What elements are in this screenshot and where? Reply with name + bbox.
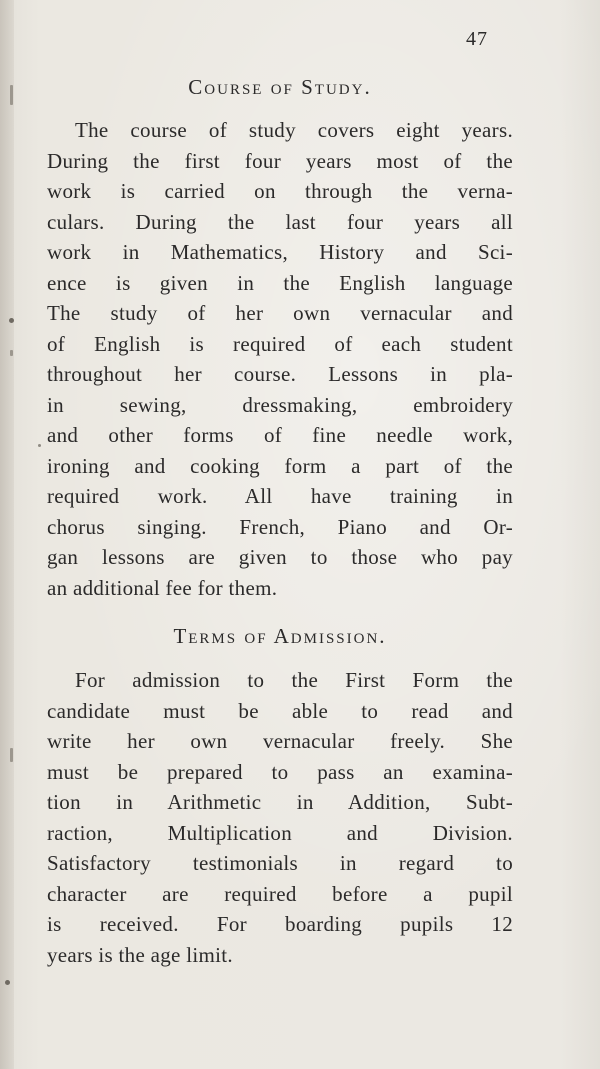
course-of-study-paragraph (47, 115, 513, 603)
text-line: an additional fee for them. (47, 575, 278, 600)
binding-hole (9, 318, 14, 323)
text-line: work is carried on through the verna- (47, 179, 513, 203)
text-line: raction, Multiplication and Division. (47, 820, 513, 845)
text-line: The study of her own vernacular and (47, 301, 513, 325)
binding-stitch (10, 350, 13, 356)
text-line: years is the age limit. (47, 942, 233, 967)
text-line: write her own vernacular freely. She (47, 729, 513, 753)
text-line: ence is given in the English language (47, 270, 513, 295)
text-line: candidate must be able to read and (47, 698, 513, 723)
text-line: required work. All have training in (47, 484, 513, 508)
text-line: For admission to the First Form the (75, 668, 513, 692)
text-line: is received. For boarding pupils 12 (47, 912, 513, 936)
text-line: and other forms of fine needle work, (47, 423, 513, 447)
text-line: of English is required of each student (47, 331, 513, 356)
section-heading-terms-of-admission: Terms of Admission. (173, 624, 387, 648)
text-line: throughout her course. Lessons in pla- (47, 362, 513, 386)
text-line: During the first four years most of the (47, 148, 513, 173)
section-heading-course-of-study: Course of Study. (188, 75, 372, 99)
page-number: 47 (466, 28, 488, 50)
text-line: character are required before a pupil (47, 881, 513, 906)
terms-of-admission-paragraph (47, 665, 513, 970)
binding-gutter (0, 0, 14, 1069)
text-line: Satisfactory testimonials in regard to (47, 851, 513, 875)
text-line: gan lessons are given to those who pay (47, 545, 513, 569)
paper-speck (38, 444, 41, 447)
text-line: in sewing, dressmaking, embroidery (47, 392, 513, 417)
binding-stitch (10, 748, 13, 762)
text-line: tion in Arithmetic in Addition, Subt- (47, 790, 513, 814)
text-line: The course of study covers eight years. (75, 118, 513, 142)
text-line: work in Mathematics, History and Sci- (47, 240, 513, 264)
text-line: chorus singing. French, Piano and Or- (47, 514, 513, 539)
text-line: ironing and cooking form a part of the (47, 453, 513, 478)
binding-hole (5, 980, 10, 985)
text-line: must be prepared to pass an examina- (47, 759, 513, 784)
text-line: culars. During the last four years all (47, 209, 513, 234)
